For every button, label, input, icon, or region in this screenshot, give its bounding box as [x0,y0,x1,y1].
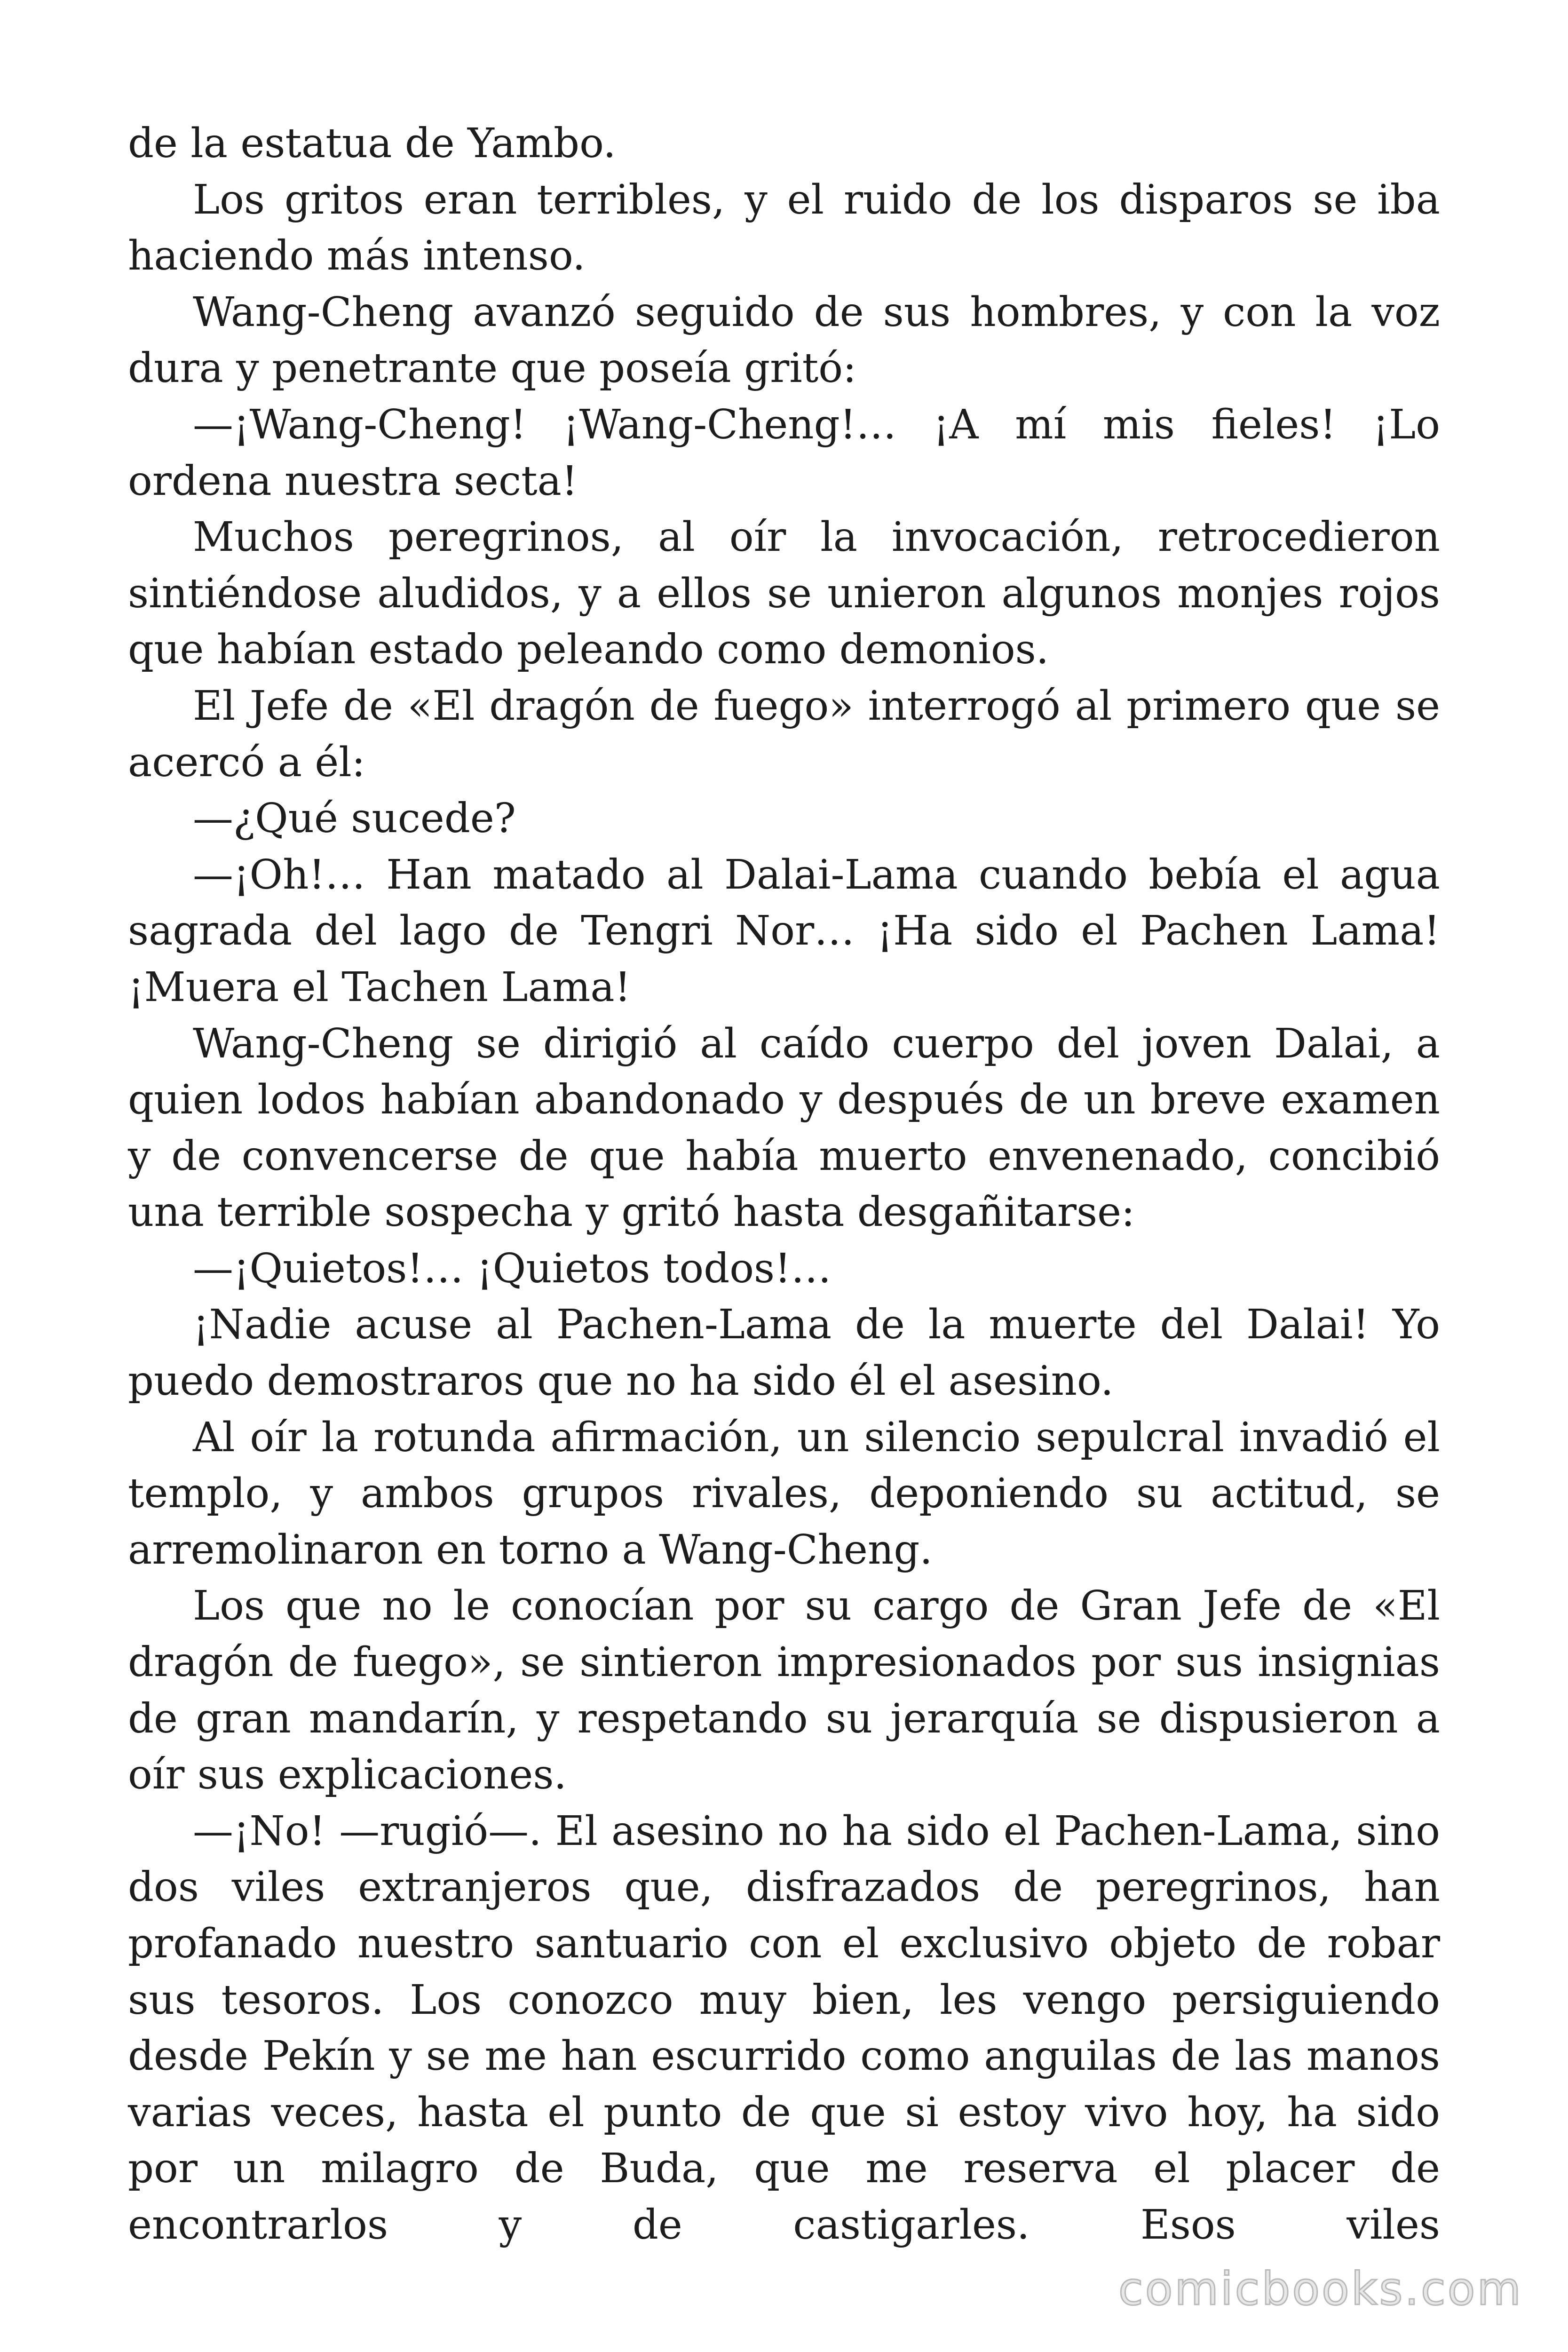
body-text [128,116,1440,2254]
paragraph-continuation: de la estatua de Yambo. [128,120,616,167]
dialogue-paragraph: —¡Quietos!… ¡Quietos todos!… [193,1245,832,1292]
paragraph: El Jefe de «El dragón de fuego» interrogó al primero que se acercó a él: [128,682,1440,786]
paragraph: Wang-Cheng avanzó seguido de sus hombres, y con la voz dura y penetrante que poseía gritó: [128,288,1440,392]
dialogue-paragraph: —¡No! —rugió—. El asesino no ha sido el Pachen-Lama, sino dos viles extranjeros que, disfrazados de peregrinos, han profanado nuestro santuario con el exclusivo objeto de robar sus tesoros. Los conozco muy bien, les vengo persiguiendo desde Pekín y se me han escurrido como anguilas de las manos varias veces, hasta el punto de que si estoy vivo hoy, ha sido por un milagro de Buda, que me reserva el placer de encontrarlos y de castigarles. Esos viles [128,1807,1440,2249]
paragraph: Muchos peregrinos, al oír la invocación, retrocedieron sintiéndose aludidos, y a ellos se unieron algunos monjes rojos que habían estado peleando como demonios. [128,514,1440,674]
paragraph: Wang-Cheng se dirigió al caído cuerpo del joven Dalai, a quien lodos habían abandonado y después de un breve examen y de convencerse de que había muerto envenenado, concibió una terrible sospecha y gritó hasta desgañitarse: [128,1020,1440,1236]
paragraph: Los que no le conocían por su cargo de Gran Jefe de «El dragón de fuego», se sintieron impresionados por sus insignias de gran mandarín, y respetando su jerarquía se dispusieron a oír sus explicaciones. [128,1582,1440,1799]
dialogue-paragraph: —¡Wang-Cheng! ¡Wang-Cheng!… ¡A mí mis fieles! ¡Lo ordena nuestra secta! [128,401,1440,505]
paragraph: Al oír la rotunda afirmación, un silencio sepulcral invadió el templo, y ambos grupos rivales, deponiendo su actitud, se arremolinaron en torno a Wang-Cheng. [128,1414,1440,1573]
watermark: comicbooks.com [1118,2263,1523,2315]
dialogue-paragraph: —¿Qué sucede? [193,795,516,842]
paragraph: Los gritos eran terribles, y el ruido de los disparos se iba haciendo más intenso. [128,176,1440,280]
paragraph: ¡Nadie acuse al Pachen-Lama de la muerte del Dalai! Yo puedo demostraros que no ha sido él el asesino. [128,1301,1440,1405]
dialogue-paragraph: —¡Oh!… Han matado al Dalai-Lama cuando bebía el agua sagrada del lago de Tengri Nor… ¡Ha sido el Pachen Lama! ¡Muera el Tachen Lama! [128,851,1440,1011]
